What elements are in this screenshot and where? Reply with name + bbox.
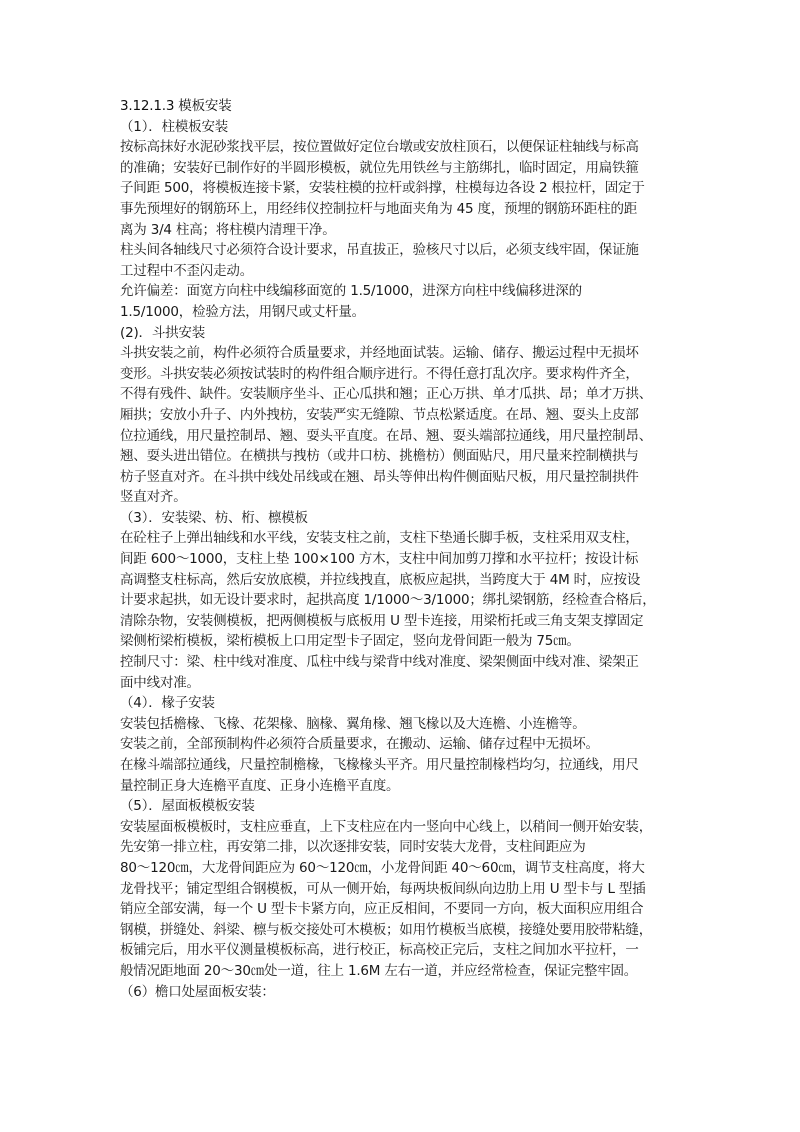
text-line: 斗拱安装之前，构件必须符合质量要求，并经地面试装。运输、储存、搬运过程中无损坏 [120,345,639,362]
text-line: (2)．斗拱安装 [120,324,206,341]
text-line: （4）．椽子安装 [120,695,215,712]
document-text [120,117,700,1003]
text-line: 面中线对准。 [120,674,200,691]
text-line: 钢模，拼缝处、斜梁、檩与板交接处可木模板；如用竹模板当底模，接缝处要用胶带粘缝， [120,921,652,938]
text-line: 在椽斗端部拉通线，尺量控制檐椽，飞椽椽头平齐。用尺量控制椽档均匀，拉通线，用尺 [120,757,639,773]
section-title: 3.12.1.3 模板安装 [120,98,232,114]
text-line: 龙骨找平；铺定型组合钢模板，可从一侧开始，每两块板间纵向边肋上用 U 型卡与 L 型插 [120,880,646,897]
text-line: 间距 600～1000，支柱上垫 100×100 方木，支柱中间加剪刀撑和水平拉杆；按设计标 [120,551,639,568]
text-line: 按标高抹好水泥砂浆找平层，按位置做好定位台墩或安放柱顶石，以便保证柱轴线与标高 [120,139,639,156]
text-line: 梁侧桁梁桁模板，梁桁模板上口用定型卡子固定，竖向龙骨间距一般为 75㎝。 [120,633,580,650]
text-line: （3）．安装梁、枋、桁、檩模板 [120,509,308,526]
text-line: 控制尺寸：梁、柱中线对准度、瓜柱中线与梁背中线对准度、梁架侧面中线对准、梁架正 [120,654,639,671]
text-line: 离为 3/4 柱高；将柱模内清理干净。 [120,221,336,238]
text-line: 厢拱；安放小升子、内外拽枋，安装严实无缝隙、节点松紧适度。在昂、翘、耍头上皮部 [120,406,639,423]
text-line: 的准确；安装好已制作好的半圆形模板，就位先用铁丝与主筋绑扎，临时固定，用扁铁箍 [120,159,639,176]
text-line: 板铺完后，用水平仪测量模板标高，进行校正，标高校正完后，支柱之间加水平拉杆，一 [120,942,639,959]
text-line: （1）．柱模板安装 [120,118,229,135]
text-line: 事先预埋好的钢筋环上，用经纬仪控制拉杆与地面夹角为 45 度，预埋的钢筋环距柱的距 [120,200,638,217]
text-line: 子间距 500，将模板连接卡紧，安装柱模的拉杆或斜撑，柱模每边各设 2 根拉杆，固定于 [120,180,645,197]
text-line: 翘、耍头进出错位。在横拱与拽枋（或井口枋、挑檐枋）侧面贴尺，用尺量来控制横拱与 [120,448,639,465]
text-line: 不得有残件、缺件。安装顺序坐斗、正心瓜拱和翘；正心万拱、单才瓜拱、昂；单才万拱、 [120,386,652,403]
text-line: 计要求起拱，如无设计要求时，起拱高度 1/1000～3/1000；绑扎梁钢筋，经检查合格后， [120,592,656,609]
document-body [120,96,700,1002]
text-line: 高调整支柱标高，然后安放底模，并拉线拽直，底板应起拱，当跨度大于 4M 时，应按设 [120,571,641,588]
text-line: 枋子竖直对齐。在斗拱中线处吊线或在翘、昂头等伸出构件侧面贴尺板，用尺量控制拱件 [120,468,639,485]
text-line: 般情况距地面 20～30㎝处一道，往上 1.6M 左右一道，并应经常检查，保证完整牢固。 [120,962,638,979]
text-line: 量控制正身大连檐平直度、正身小连檐平直度。 [120,777,400,794]
text-line: 位拉通线，用尺量控制昂、翘、耍头平直度。在昂、翘、耍头端部拉通线，用尺量控制昂、 [120,427,652,444]
text-line: （5）．屋面板模板安装 [120,798,255,815]
text-line: 先安第一排立柱，再安第二排，以次逐排安装，同时安装大龙骨，支柱间距应为 [120,839,586,856]
text-line: 竖直对齐。 [120,489,187,506]
text-line: 安装包括檐椽、飞椽、花架椽、脑椽、翼角椽、翘飞椽以及大连檐、小连檐等。 [120,715,586,732]
text-line: 80～120㎝，大龙骨间距应为 60～120㎝，小龙骨间距 40～60㎝，调节支柱高度，将大 [120,859,645,876]
text-line: 允许偏差：面宽方向柱中线编移面宽的 1.5/1000，进深方向柱中线偏移进深的 [120,283,582,300]
text-line: 在砼柱子上弹出轴线和水平线，安装支柱之前，支柱下垫通长脚手板，支柱采用双支柱， [120,530,639,547]
text-line: 安装之前，全部预制构件必须符合质量要求，在搬动、运输、储存过程中无损坏。 [120,736,599,753]
text-line: （6）檐口处屋面板安装： [120,983,275,1000]
text-line: 1.5/1000，检验方法，用钢尺或丈杆量。 [120,303,365,320]
text-line: 清除杂物，安装侧模板，把两侧模板与底板用 U 型卡连接，用梁桁托或三角支架支撑固定 [120,612,644,629]
text-line: 工过程中不歪闪走动。 [120,262,253,279]
text-line: 销应全部安满，每一个 U 型卡卡紧方向，应正反相间，不要同一方向，板大面积应用组合 [120,901,644,918]
text-line: 柱头间各轴线尺寸必须符合设计要求，吊直拔正，验核尺寸以后，必须支线牢固，保证施 [120,242,639,259]
text-line: 安装屋面板模板时，支柱应垂直，上下支柱应在内一竖向中心线上，以稍间一侧开始安装， [120,818,652,835]
text-line: 变形。斗拱安装必须按试装时的构件组合顺序进行。不得任意打乱次序。要求构件齐全， [120,365,639,382]
